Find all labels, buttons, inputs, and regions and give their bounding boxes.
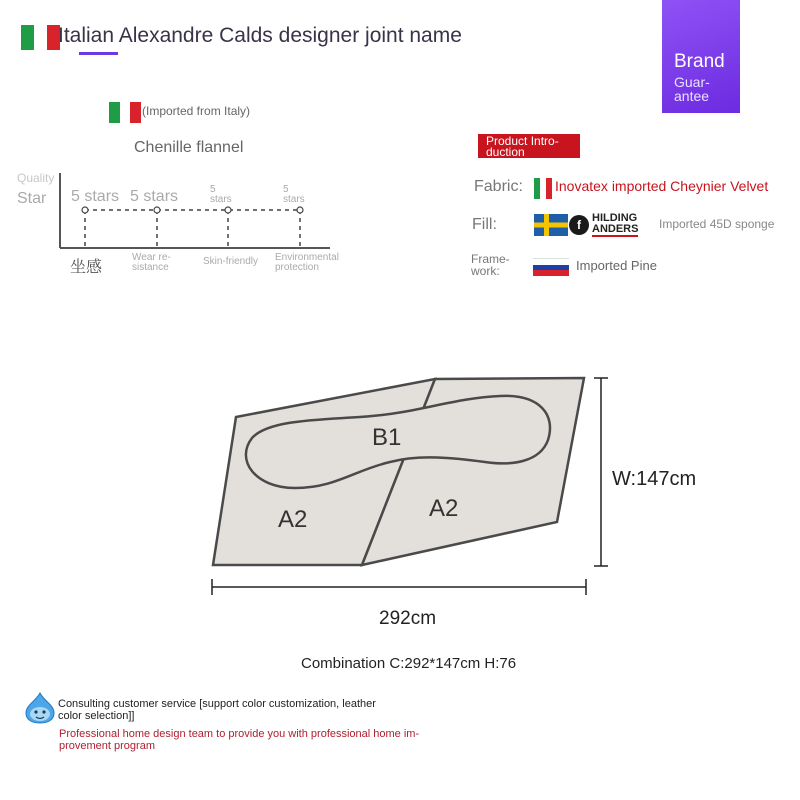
width-dimension-label: W:147cm bbox=[612, 468, 697, 490]
rating-value-3-line1: 5 bbox=[210, 184, 216, 195]
rating-axis-label-top: Quality bbox=[17, 171, 55, 185]
rating-value-4 bbox=[283, 185, 313, 205]
rating-category-3: Skin-friendly bbox=[203, 256, 259, 267]
product-intro-line1: Product Intro- bbox=[486, 134, 559, 148]
title-underline bbox=[79, 52, 118, 55]
material-origin: (Imported from Italy) bbox=[142, 104, 251, 118]
page-title: Italian Alexandre Calds designer joint name bbox=[58, 24, 462, 47]
italy-flag-icon bbox=[534, 178, 552, 199]
brand-guarantee-badge bbox=[662, 0, 740, 113]
rating-value-3-line2: stars bbox=[210, 194, 232, 205]
rating-value-3 bbox=[210, 185, 240, 205]
rating-point-4 bbox=[297, 207, 303, 213]
brand-subtitle-line2: antee bbox=[674, 88, 710, 104]
rating-value-2: 5 stars bbox=[130, 188, 179, 205]
brand-subtitle-line1: Guar- bbox=[674, 74, 710, 90]
rating-category-2-line2: sistance bbox=[132, 262, 169, 273]
length-dimension-label: 292cm bbox=[379, 608, 437, 629]
fabric-label: Fabric: bbox=[474, 178, 523, 195]
product-intro-line2: duction bbox=[486, 145, 525, 159]
product-intro-badge bbox=[478, 134, 580, 158]
sofa-label-a2-right: A2 bbox=[429, 495, 459, 522]
hilding-anders-icon: f bbox=[569, 215, 589, 235]
hilding-anders-logo bbox=[569, 212, 648, 238]
russia-flag-icon bbox=[533, 258, 569, 276]
hilding-anders-line1: HILDING bbox=[592, 212, 638, 224]
rating-category-1: 坐感 bbox=[70, 259, 103, 276]
rating-chart bbox=[50, 165, 340, 255]
rating-point-3 bbox=[225, 207, 231, 213]
rating-category-4-line1: Environmental bbox=[275, 252, 339, 263]
italy-flag-icon bbox=[109, 102, 141, 123]
combination-label: Combination C:292*147cm H:76 bbox=[301, 655, 517, 672]
brand-title: Brand bbox=[674, 51, 725, 72]
rating-value-4-line1: 5 bbox=[283, 184, 289, 195]
frame-label-line1: Frame- bbox=[471, 252, 510, 266]
water-drop-mascot-icon bbox=[24, 692, 56, 724]
fabric-value: Inovatex imported Cheynier Velvet bbox=[555, 178, 769, 194]
service-subtext: Professional home design team to provide you with professional home im- provement program bbox=[59, 728, 420, 752]
italy-flag-icon bbox=[21, 25, 60, 50]
sofa-label-b1: B1 bbox=[372, 424, 402, 451]
rating-category-4-line2: protection bbox=[275, 262, 319, 273]
frame-value: Imported Pine bbox=[576, 258, 657, 273]
sofa-diagram bbox=[200, 370, 620, 600]
rating-category-2-line1: Wear re- bbox=[132, 252, 171, 263]
fill-value: Imported 45D sponge bbox=[659, 217, 775, 231]
rating-point-2 bbox=[154, 207, 160, 213]
rating-value-1: 5 stars bbox=[71, 188, 120, 205]
frame-label-line2: work: bbox=[471, 264, 500, 278]
rating-category-2 bbox=[132, 253, 171, 273]
sofa-label-a2-left: A2 bbox=[278, 506, 308, 533]
rating-category-4 bbox=[275, 253, 339, 273]
material-name: Chenille flannel bbox=[134, 139, 244, 156]
rating-axis-label: Star bbox=[17, 190, 47, 207]
frame-label bbox=[471, 253, 510, 277]
fill-label: Fill: bbox=[472, 216, 497, 233]
rating-point-1 bbox=[82, 207, 88, 213]
hilding-anders-line2: ANDERS bbox=[592, 223, 639, 235]
sweden-flag-icon bbox=[534, 214, 568, 236]
hilding-anders-wordmark bbox=[592, 213, 638, 237]
service-message: Consulting customer service [support color customization, leather color selection]] bbox=[58, 698, 376, 722]
rating-value-4-line2: stars bbox=[283, 194, 305, 205]
